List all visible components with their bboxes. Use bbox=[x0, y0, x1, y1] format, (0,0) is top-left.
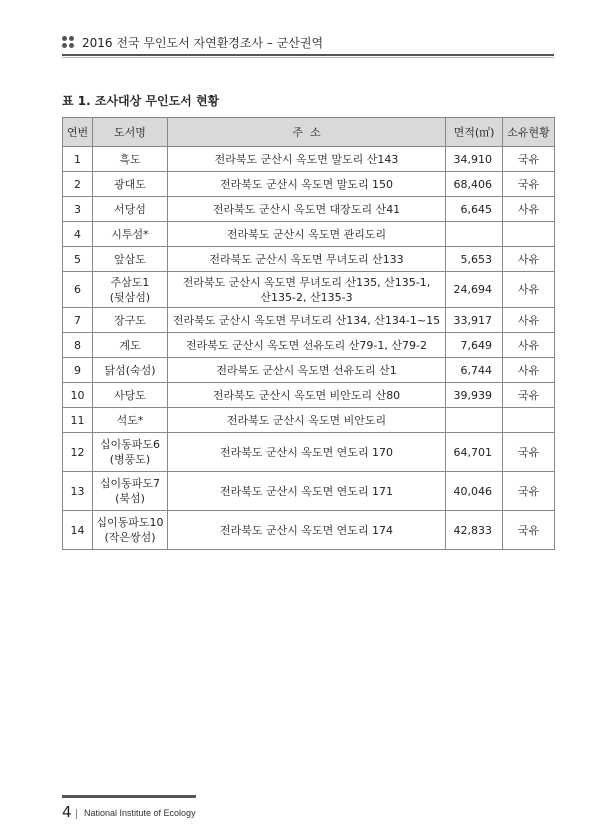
table-header-row bbox=[63, 118, 555, 147]
running-header bbox=[62, 33, 554, 53]
table-row bbox=[63, 472, 555, 511]
cell-number: 14 bbox=[63, 511, 93, 550]
cell-address-line: 전라북도 군산시 옥도면 무녀도리 산134, 산134-1~15 bbox=[172, 313, 441, 327]
footer-rule bbox=[62, 795, 196, 798]
cell-island-name-line: 십이동파도6 bbox=[99, 438, 161, 451]
cell-address bbox=[168, 511, 446, 550]
header-title: 2016 전국 무인도서 자연환경조사 – 군산권역 bbox=[82, 36, 324, 50]
cell-address bbox=[168, 247, 446, 272]
cell-address bbox=[168, 147, 446, 172]
column-header: 면적(㎡) bbox=[446, 118, 503, 147]
cell-island-name-line: 장구도 bbox=[114, 313, 146, 327]
cell-island-name-line: 흑도 bbox=[119, 152, 141, 166]
cell-number: 6 bbox=[63, 272, 93, 308]
cell-island-name-line: 석도* bbox=[116, 413, 144, 427]
cell-area: 6,744 bbox=[446, 358, 503, 383]
header-rule bbox=[62, 54, 554, 56]
cell-island-name bbox=[93, 383, 168, 408]
cell-number: 13 bbox=[63, 472, 93, 511]
cell-number: 10 bbox=[63, 383, 93, 408]
cell-ownership: 사유 bbox=[503, 247, 555, 272]
cell-address-line: 전라북도 군산시 옥도면 비안도리 bbox=[226, 413, 387, 427]
cell-address-line: 전라북도 군산시 옥도면 무녀도리 산135, 산135-1, bbox=[182, 275, 431, 289]
table-row bbox=[63, 358, 555, 383]
cell-address-line: 전라북도 군산시 옥도면 선유도리 산1 bbox=[216, 363, 397, 377]
cell-ownership: 국유 bbox=[503, 511, 555, 550]
table-row bbox=[63, 222, 555, 247]
island-table bbox=[62, 117, 555, 550]
cell-island-name bbox=[93, 408, 168, 433]
table-row bbox=[63, 172, 555, 197]
cell-area bbox=[446, 408, 503, 433]
cell-island-name-line: 닭섬(숙섬) bbox=[104, 363, 156, 377]
cell-address-line: 전라북도 군산시 옥도면 말도리 산143 bbox=[214, 152, 399, 166]
table-row bbox=[63, 333, 555, 358]
cell-island-name-line: (뒷삼섬) bbox=[109, 290, 151, 304]
cell-island-name bbox=[93, 147, 168, 172]
table-row bbox=[63, 383, 555, 408]
cell-address bbox=[168, 172, 446, 197]
cell-island-name-line: 시투섬* bbox=[111, 227, 149, 241]
cell-address-line: 산135-2, 산135-3 bbox=[260, 290, 353, 304]
cell-address bbox=[168, 197, 446, 222]
column-header: 주 소 bbox=[168, 118, 446, 147]
cell-area bbox=[446, 222, 503, 247]
cell-number: 4 bbox=[63, 222, 93, 247]
cell-island-name bbox=[93, 222, 168, 247]
cell-area: 24,694 bbox=[446, 272, 503, 308]
cell-island-name bbox=[93, 308, 168, 333]
cell-ownership: 사유 bbox=[503, 272, 555, 308]
cell-ownership: 국유 bbox=[503, 472, 555, 511]
cell-island-name-line: 계도 bbox=[119, 338, 141, 352]
cell-address-line: 전라북도 군산시 옥도면 말도리 150 bbox=[219, 177, 394, 191]
cell-ownership: 국유 bbox=[503, 433, 555, 472]
cell-ownership: 사유 bbox=[503, 358, 555, 383]
cell-island-name-line: (병풍도) bbox=[109, 453, 151, 466]
cell-island-name-line: (작은쌍섬) bbox=[104, 531, 156, 544]
cell-address-line: 전라북도 군산시 옥도면 비안도리 산80 bbox=[212, 388, 401, 402]
table-body bbox=[63, 147, 555, 550]
cell-area: 39,939 bbox=[446, 383, 503, 408]
cell-address-line: 전라북도 군산시 옥도면 무녀도리 산133 bbox=[209, 252, 404, 266]
header-rule-thin bbox=[62, 57, 554, 58]
footer-publisher: National Institute of Ecology bbox=[84, 808, 196, 818]
cell-area: 42,833 bbox=[446, 511, 503, 550]
cell-address bbox=[168, 472, 446, 511]
cell-address-line: 전라북도 군산시 옥도면 대장도리 산41 bbox=[212, 202, 401, 216]
column-header: 소유현황 bbox=[503, 118, 555, 147]
cell-area: 40,046 bbox=[446, 472, 503, 511]
cell-island-name-line: 십이동파도7 bbox=[99, 477, 161, 490]
cell-ownership: 사유 bbox=[503, 197, 555, 222]
cell-number: 3 bbox=[63, 197, 93, 222]
page-number: 4 bbox=[62, 803, 72, 821]
cell-island-name bbox=[93, 358, 168, 383]
table-row bbox=[63, 433, 555, 472]
cell-area: 33,917 bbox=[446, 308, 503, 333]
cell-address bbox=[168, 222, 446, 247]
table-row bbox=[63, 272, 555, 308]
cell-island-name-line: 서당섬 bbox=[114, 202, 146, 216]
cell-address-line: 전라북도 군산시 옥도면 연도리 170 bbox=[219, 445, 394, 459]
cell-address bbox=[168, 383, 446, 408]
cell-ownership bbox=[503, 408, 555, 433]
cell-ownership bbox=[503, 222, 555, 247]
cell-address-line: 전라북도 군산시 옥도면 연도리 174 bbox=[219, 523, 394, 537]
cell-island-name-line: 주삼도1 bbox=[110, 275, 150, 289]
cell-number: 9 bbox=[63, 358, 93, 383]
cell-address-line: 전라북도 군산시 옥도면 관리도리 bbox=[226, 227, 387, 241]
cell-ownership: 사유 bbox=[503, 308, 555, 333]
cell-number: 12 bbox=[63, 433, 93, 472]
cell-address bbox=[168, 433, 446, 472]
cell-island-name bbox=[93, 197, 168, 222]
cell-address bbox=[168, 408, 446, 433]
cell-island-name bbox=[93, 472, 168, 511]
cell-number: 2 bbox=[63, 172, 93, 197]
table-row bbox=[63, 247, 555, 272]
cell-address bbox=[168, 272, 446, 308]
cell-ownership: 사유 bbox=[503, 333, 555, 358]
table-row bbox=[63, 408, 555, 433]
cell-island-name bbox=[93, 511, 168, 550]
table-row bbox=[63, 308, 555, 333]
cell-area: 5,653 bbox=[446, 247, 503, 272]
table-row bbox=[63, 147, 555, 172]
table-title: 표 1. 조사대상 무인도서 현황 bbox=[62, 94, 220, 108]
cell-number: 7 bbox=[63, 308, 93, 333]
cell-island-name-line: 사당도 bbox=[114, 388, 146, 402]
cell-address bbox=[168, 333, 446, 358]
cell-number: 1 bbox=[63, 147, 93, 172]
cell-number: 11 bbox=[63, 408, 93, 433]
cell-area: 7,649 bbox=[446, 333, 503, 358]
footer-separator bbox=[76, 809, 77, 819]
cell-area: 64,701 bbox=[446, 433, 503, 472]
cell-address bbox=[168, 358, 446, 383]
cell-island-name bbox=[93, 433, 168, 472]
cell-island-name-line: 앞삼도 bbox=[114, 252, 146, 266]
column-header: 도서명 bbox=[93, 118, 168, 147]
cell-address bbox=[168, 308, 446, 333]
cell-number: 8 bbox=[63, 333, 93, 358]
cell-island-name-line: 광대도 bbox=[114, 177, 146, 191]
column-header: 연번 bbox=[63, 118, 93, 147]
cell-area: 6,645 bbox=[446, 197, 503, 222]
cell-address-line: 전라북도 군산시 옥도면 연도리 171 bbox=[219, 484, 394, 498]
cell-island-name bbox=[93, 272, 168, 308]
cell-area: 68,406 bbox=[446, 172, 503, 197]
cell-ownership: 국유 bbox=[503, 383, 555, 408]
cell-area: 34,910 bbox=[446, 147, 503, 172]
cell-island-name-line: (북섬) bbox=[115, 492, 145, 505]
cell-island-name-line: 십이동파도10 bbox=[96, 516, 164, 529]
cell-ownership: 국유 bbox=[503, 147, 555, 172]
table-row bbox=[63, 511, 555, 550]
cell-island-name bbox=[93, 333, 168, 358]
cell-number: 5 bbox=[63, 247, 93, 272]
dots-icon bbox=[62, 36, 78, 50]
table-row bbox=[63, 197, 555, 222]
cell-island-name bbox=[93, 172, 168, 197]
cell-ownership: 국유 bbox=[503, 172, 555, 197]
cell-island-name bbox=[93, 247, 168, 272]
cell-address-line: 전라북도 군산시 옥도면 선유도리 산79-1, 산79-2 bbox=[186, 338, 427, 352]
